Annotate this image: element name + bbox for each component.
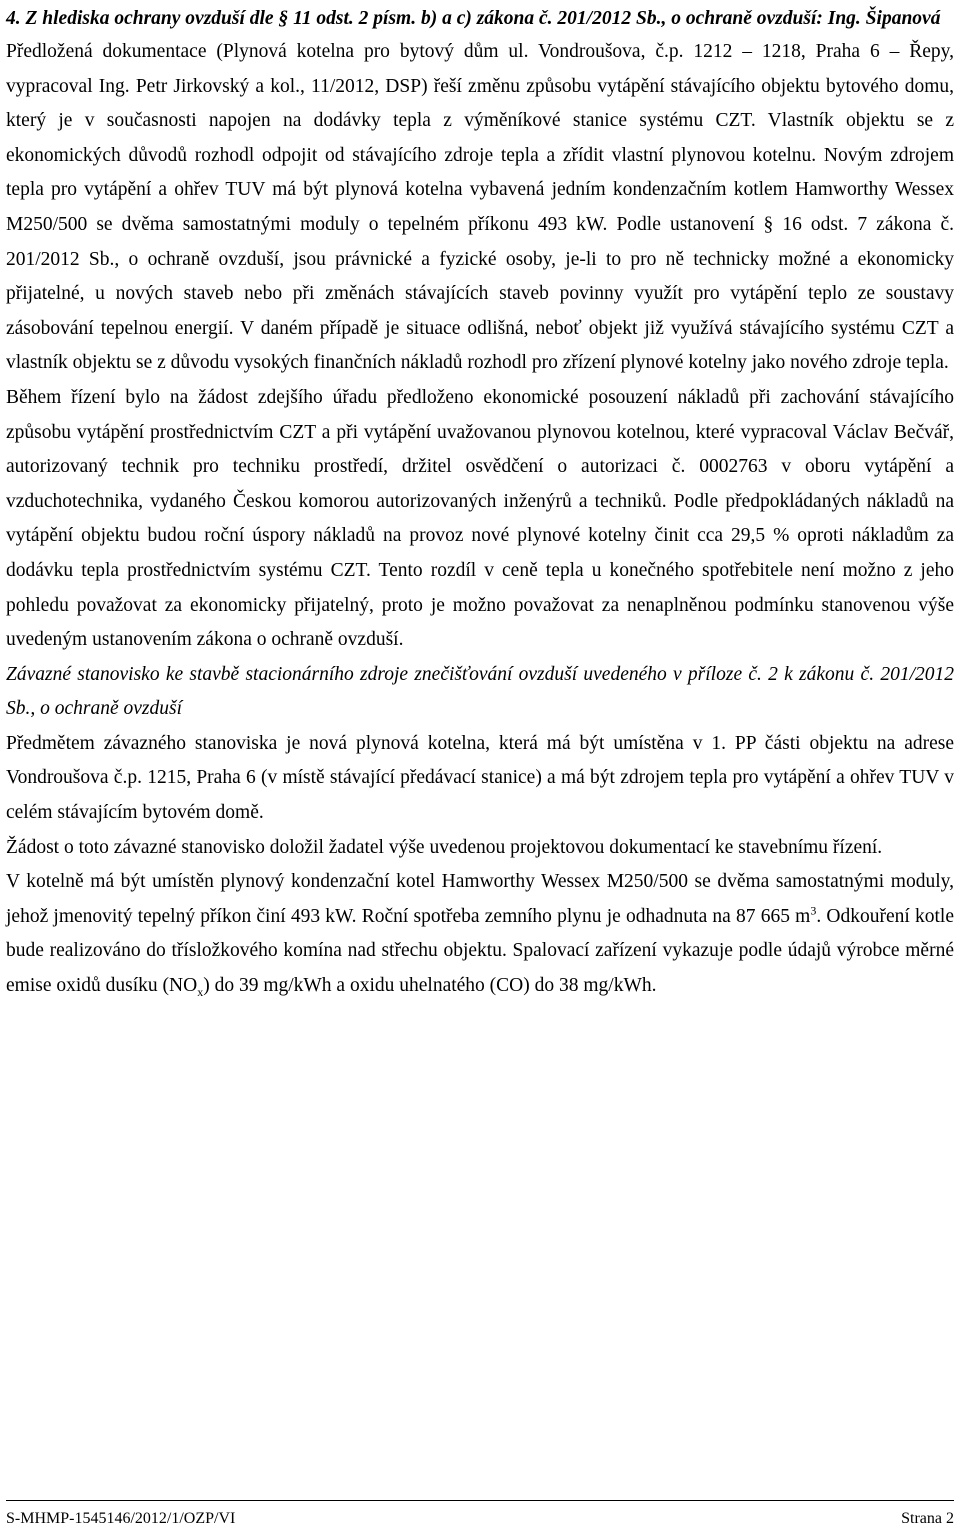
binding-opinion-heading: Závazné stanovisko ke stavbě stacionárního zdroje znečišťování ovzduší uvedeného v příloze č. 2 k zákonu č. 201/2012 Sb., o ochraně ovzduší [6,663,954,720]
paragraph-request: Žádost o toto závazné stanovisko doložil žadatel výše uvedenou projektovou dokumentací ke stavebnímu řízení. [6,836,883,858]
section-heading: 4. Z hlediska ochrany ovzduší dle § 11 odst. 2 písm. b) a c) zákona č. 201/2012 Sb., o ochraně ovzduší: Ing. Šipanová [6,8,941,29]
cubic-superscript: 3 [810,903,817,918]
document-reference: S-MHMP-1545146/2012/1/OZP/VI [6,1510,236,1527]
page-footer [6,1500,954,1540]
document-page [6,0,954,1004]
paragraph-boiler-details [6,865,954,1003]
nox-subscript: x [197,984,204,999]
boiler-text-part-2: . Odkouření kotle bude realizováno do třísložkového komína nad střechu objektu. Spalovací zařízení vykazuje podle údajů výrobce měrné emise oxidů dusíku (NO [6,905,955,997]
boiler-text-part-1: V kotelně má být umístěn plynový kondenzační kotel Hamworthy Wessex M250/500 se dvěma samostatnými moduly, jehož jmenovitý tepelný příkon činí 493 kW. Roční spotřeba zemního plynu je odhadnuta na 87 665 m [6,871,954,927]
paragraph-economic-assessment: Během řízení bylo na žádost zdejšího úřadu předloženo ekonomické posouzení nákladů při zachování stávajícího způsobu vytápění prostřednictvím CZT a při vytápění uvažovanou plynovou kotelnou, které vypracoval Václav Bečvář, autorizovaný technik pro techniku prostředí, držitel osvědčení o autorizaci č. 0002763 v oboru vytápění a vzduchotechnika, vydaného Českou komorou autorizovaných inženýrů a techniků. Podle předpokládaných nákladů na vytápění objektu budou roční úspory nákladů na provoz nové plynové kotelny činit cca 29,5 % oproti nákladům za dodávku tepla prostřednictvím systému CZT. Tento rozdíl v ceně tepla u konečného spotřebitele není možno z jeho pohledu považovat za ekonomicky přijatelný, proto je možno považovat za nenaplněnou podmínku stanovenou výše uvedeným ustanovením zákona o ochraně ovzduší. [6,386,954,651]
page-number: Strana 2 [901,1510,954,1527]
paragraph-project-description: Předložená dokumentace (Plynová kotelna pro bytový dům ul. Vondroušova, č.p. 1212 – 1218, Praha 6 – Řepy, vypracoval Ing. Petr Jirkovský a kol., 11/2012, DSP) řeší změnu způsobu vytápění stávajícího objektu bytového domu, který je v současnosti napojen na dodávky tepla z výměníkové stanice systému CZT. Vlastník objektu se z ekonomických důvodů rozhodl odpojit od stávajícího zdroje tepla a zřídit vlastní plynovou kotelnu. Novým zdrojem tepla pro vytápění a ohřev TUV má být plynová kotelna vybavená jedním kondenzačním kotlem Hamworthy Wessex M250/500 se dvěma samostatnými moduly o tepelném příkonu 493 kW. Podle ustanovení § 16 odst. 7 zákona č. 201/2012 Sb., o ochraně ovzduší, jsou právnické a fyzické osoby, je-li to pro ně technicky možné a ekonomicky přijatelné, u nových staveb nebo při změnách stávajících staveb povinny využít pro vytápění teplo ze soustavy zásobování tepelnou energií. V daném případě je situace odlišná, neboť objekt již využívá stávajícího systému CZT a vlastník objektu se z důvodu vysokých finančních nákladů rozhodl pro zřízení plynové kotelny jako nového zdroje tepla. [6,41,954,374]
boiler-text-part-3: ) do 39 mg/kWh a oxidu uhelnatého (CO) do 38 mg/kWh. [203,975,657,997]
paragraph-subject: Předmětem závazného stanoviska je nová plynová kotelna, která má být umístěna v 1. PP části objektu na adrese Vondroušova č.p. 1215, Praha 6 (v místě stávající předávací stanice) a má být zdrojem tepla pro vytápění a ohřev TUV v celém stávajícím bytovém domě. [6,732,954,824]
